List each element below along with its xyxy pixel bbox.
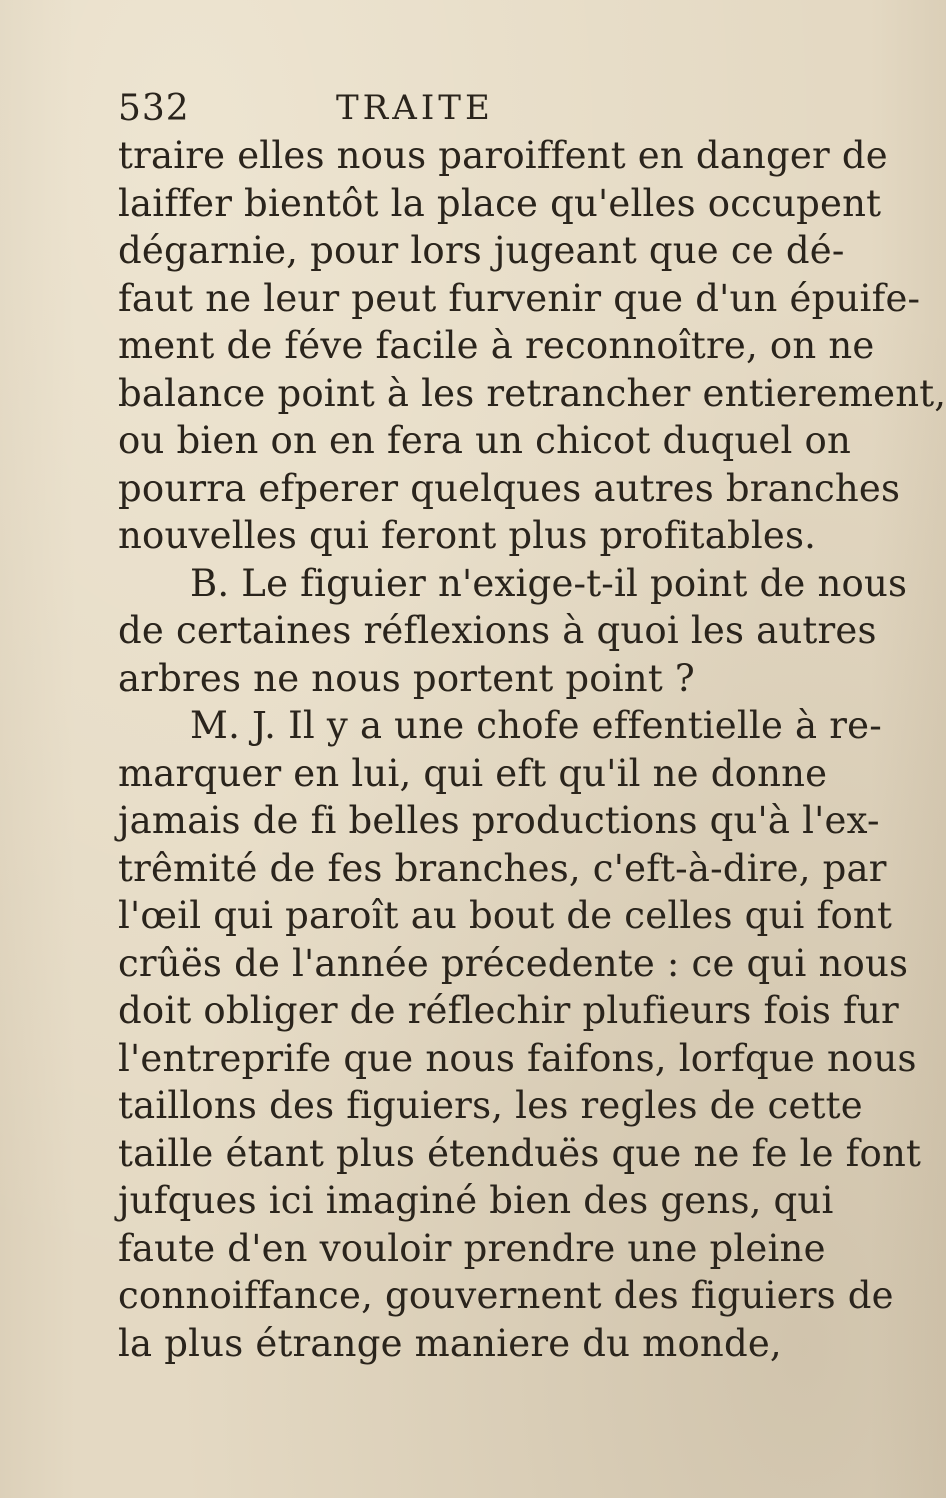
text-line: la plus étrange maniere du monde, xyxy=(118,1321,782,1365)
text-line: trêmité de fes branches, c'eft-à-dire, par xyxy=(118,846,887,890)
text-line: nouvelles qui feront plus profitables. xyxy=(118,514,817,557)
text-line: l'entreprife que nous faifons, lorfque nous xyxy=(118,1036,917,1080)
text-line: traire elles nous paroiffent en danger de xyxy=(118,134,888,177)
text-line: taillons des figuiers, les regles de cette xyxy=(118,1084,863,1127)
text-line: connoiffance, gouvernent des figuiers de xyxy=(118,1274,894,1317)
text-line: marquer en lui, qui eft qu'il ne donne xyxy=(118,751,828,795)
page-number: 532 xyxy=(118,88,190,129)
page-title: TRAITE xyxy=(336,88,494,128)
text-line: dégarnie, pour lors jugeant que ce dé- xyxy=(118,229,845,272)
text-line: faut ne leur peut furvenir que d'un épuife- xyxy=(118,276,921,320)
text-line: taille étant plus étenduës que ne fe le font xyxy=(118,1131,922,1175)
text-line: de certaines réflexions à quoi les autres xyxy=(118,609,877,652)
text-line: balance point à les retrancher entierement, xyxy=(118,371,946,415)
text-line: doit obliger de réflechir plufieurs fois fur xyxy=(118,989,899,1032)
text-line: laiffer bientôt la place qu'elles occupent xyxy=(118,181,882,225)
running-head xyxy=(118,88,678,134)
body-text xyxy=(118,132,946,1367)
text-line: l'œil qui paroît au bout de celles qui font xyxy=(118,894,893,937)
text-line: faute d'en vouloir prendre une pleine xyxy=(118,1226,826,1270)
text-line: M. J. Il y a une chofe effentielle à re- xyxy=(190,704,882,747)
text-line: pourra efperer quelques autres branches xyxy=(118,466,901,510)
text-line: ment de féve facile à reconnoître, on ne xyxy=(118,324,875,367)
text-line: B. Le figuier n'exige-t-il point de nous xyxy=(190,561,908,605)
text-line: crûës de l'année précedente : ce qui nous xyxy=(118,941,909,985)
text-line: jamais de fi belles productions qu'à l'ex- xyxy=(118,799,880,842)
text-line: jufques ici imaginé bien des gens, qui xyxy=(118,1179,834,1222)
text-line: ou bien on en fera un chicot duquel on xyxy=(118,419,851,462)
text-line: arbres ne nous portent point ? xyxy=(118,656,695,700)
